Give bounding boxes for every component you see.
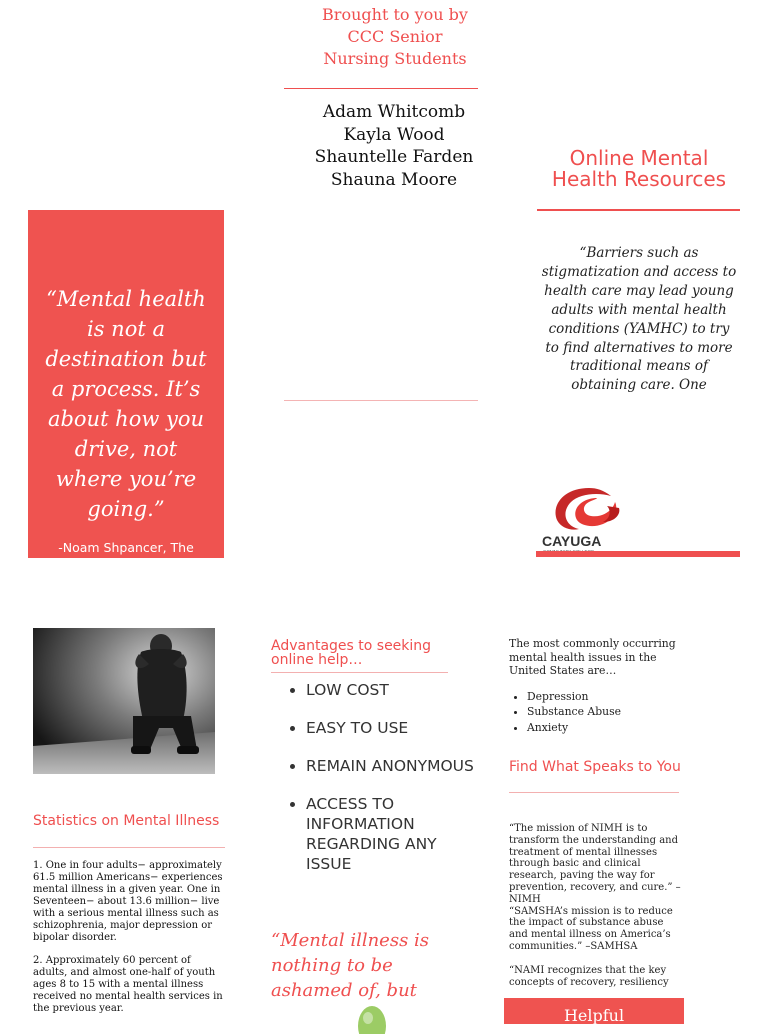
divider [284, 88, 478, 89]
list-item: • ACCESS TO INFORMATION REGARDING ANY ISSUE [306, 794, 476, 874]
list-item: • Anxiety [527, 720, 699, 735]
author-name: Shauntelle Farden [314, 147, 474, 167]
find-what-speaks-title: Find What Speaks to You [509, 759, 681, 775]
cayuga-logo [541, 484, 641, 554]
credits-line: Brought to you by [322, 5, 468, 24]
samhsa-mission: “SAMSHA’s mission is to reduce the impact of substance abuse and mental illness on America’s communities.” –SAMHSA [509, 905, 673, 952]
author-name: Adam Whitcomb [322, 102, 466, 122]
statistics-title: Statistics on Mental Illness [33, 813, 220, 829]
divider [509, 792, 679, 793]
nimh-mission: “The mission of NIMH is to transform the understanding and treatment of mental illnesses through basic and clinical research, paving the way for prevention, recovery, and cure.” –NIMH [509, 823, 681, 905]
online-resources-title: Online Mental Health Resources [551, 146, 727, 191]
author-list [290, 101, 498, 191]
mission-statements [509, 823, 681, 986]
list-item: • REMAIN ANONYMOUS [306, 756, 476, 776]
credits-heading [285, 4, 505, 70]
green-leaf-icon [352, 1004, 392, 1024]
list-item: • Depression [527, 689, 699, 704]
author-name: Shauna Moore [330, 169, 458, 190]
credits-line: CCC Senior [347, 27, 443, 46]
statistic-paragraph: 2. Approximately 60 percent of adults, and almost one-half of youth ages 8 to 15 with a mental illness received no mental health services in the previous year. [33, 955, 223, 1014]
divider [537, 209, 740, 211]
divider [284, 400, 478, 401]
stigma-quote: “Mental illness is nothing to be ashamed of, but [271, 930, 430, 1001]
distressed-person-photo [33, 628, 215, 774]
common-issues-list [509, 689, 699, 735]
advantages-list [284, 680, 476, 892]
divider [271, 672, 448, 673]
cayuga-swoosh-icon [541, 484, 641, 554]
quote-author: -Noam Shpancer, The [58, 540, 194, 555]
author-name: Kayla Wood [343, 124, 445, 145]
nami-mission: “NAMI recognizes that the key concepts of recovery, resiliency [509, 964, 669, 988]
list-item: • LOW COST [306, 680, 476, 700]
barrier-quote: “Barriers such as stigmatization and access to health care may lead young adults with mental health conditions (YAMHC) to try to find alternatives to more traditional means of obtaining care. One [541, 245, 737, 394]
credits-line: Nursing Students [323, 49, 467, 68]
quote-box [28, 210, 224, 558]
list-item: • Substance Abuse [527, 704, 699, 719]
list-item: • EASY TO USE [306, 718, 476, 738]
helpful-banner: Helpful [504, 998, 684, 1024]
quote-text: “Mental health is not a destination but a process. It’s about how you drive, not where you’re going.” [45, 287, 207, 521]
accent-bar [536, 551, 740, 557]
common-issues-intro: The most commonly occurring mental health issues in the United States are… [509, 637, 676, 677]
divider [33, 847, 225, 848]
logo-wordmark: CAYUGA [542, 533, 602, 549]
statistic-paragraph: 1. One in four adults− approximately 61.5 million Americans− experiences mental illness in a given year. One in Seventeen− about 13.6 million− live with a serious mental illness such as schizophrenia, major depression or bipolar disorder. [33, 860, 223, 943]
advantages-title: Advantages to seeking online help… [271, 638, 432, 668]
